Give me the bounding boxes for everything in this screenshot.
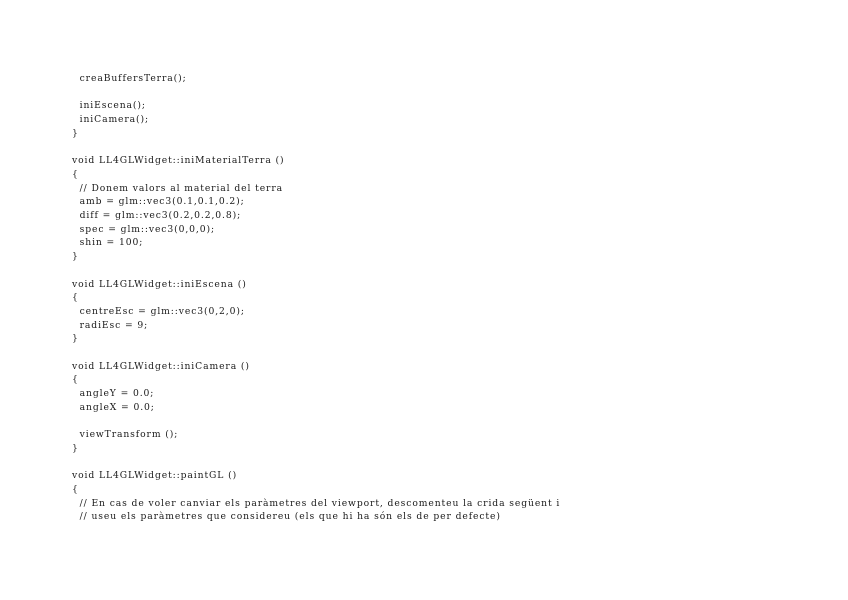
code-line: {	[72, 292, 79, 304]
code-line: diff = glm::vec3(0.2,0.2,0.8);	[72, 210, 242, 221]
code-line: }	[72, 251, 79, 263]
code-line: }	[72, 333, 79, 345]
code-line: void LL4GLWidget::iniEscena ()	[72, 278, 247, 290]
code-line: spec = glm::vec3(0,0,0);	[72, 223, 215, 235]
code-line: }	[72, 442, 79, 454]
code-line: }	[72, 127, 79, 139]
code-line: void LL4GLWidget::iniCamera ()	[72, 360, 250, 372]
code-line: // En cas de voler canviar els paràmetres del viewport, descomenteu la crida següent i	[72, 497, 561, 509]
code-line: // useu els paràmetres que considereu (els que hi ha són els de per defecte)	[72, 511, 501, 523]
code-line: viewTransform ();	[72, 429, 179, 441]
code-line: iniCamera();	[72, 114, 150, 126]
code-line: void LL4GLWidget::paintGL ()	[72, 470, 238, 482]
code-line: {	[72, 374, 79, 386]
code-line: angleY = 0.0;	[72, 388, 155, 400]
code-line: shin = 100;	[72, 237, 144, 249]
code-line: centreEsc = glm::vec3(0,2,0);	[72, 305, 245, 317]
code-line: amb = glm::vec3(0.1,0.1,0.2);	[72, 196, 245, 208]
code-line: void LL4GLWidget::iniMaterialTerra ()	[72, 155, 285, 167]
code-line: {	[72, 168, 79, 180]
code-line: // Donem valors al material del terra	[72, 182, 283, 194]
code-line: creaBuffersTerra();	[72, 73, 187, 84]
code-line: radiEsc = 9;	[72, 319, 149, 331]
code-line: {	[72, 484, 79, 495]
code-line: iniEscena();	[72, 100, 146, 112]
code-line: angleX = 0.0;	[72, 401, 155, 413]
